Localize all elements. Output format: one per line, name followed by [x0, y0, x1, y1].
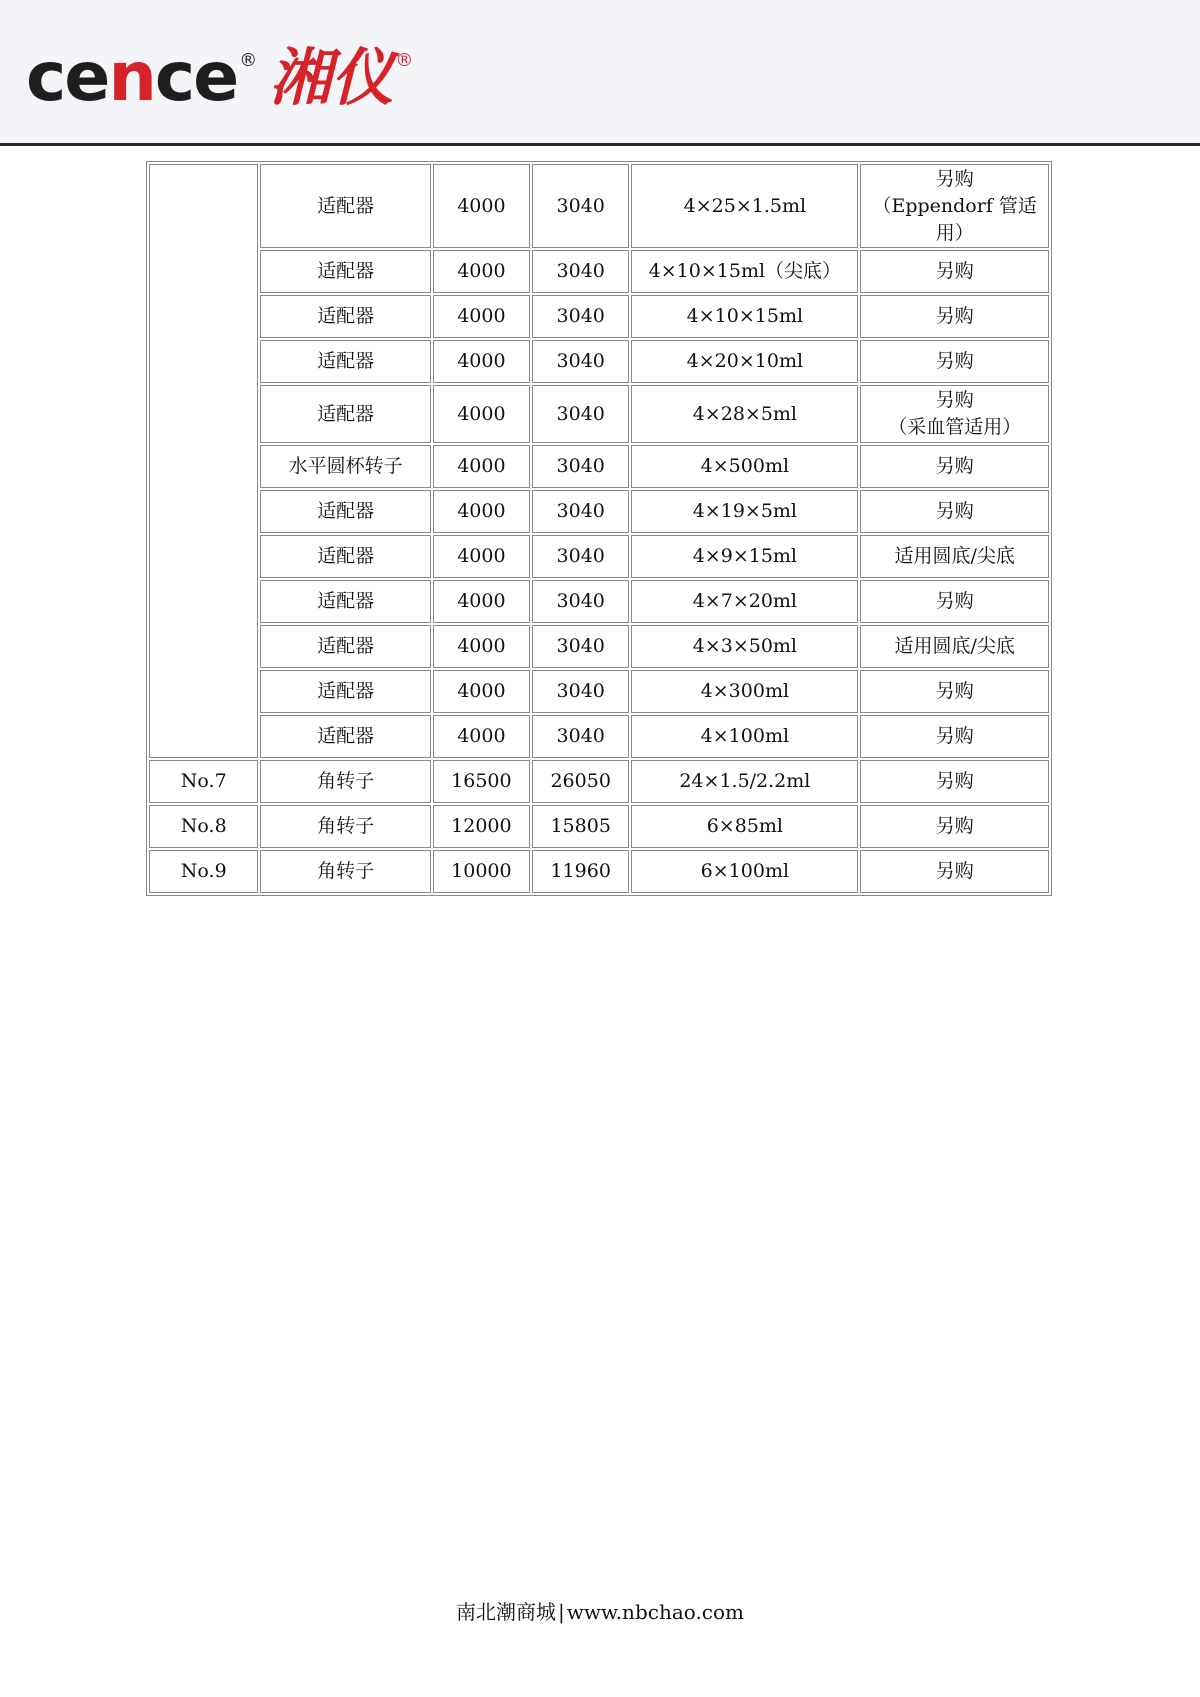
max-rcf-cell: 3040 — [532, 340, 629, 383]
max-speed-cell: 4000 — [433, 670, 530, 713]
capacity-cell: 4×28×5ml — [631, 385, 858, 443]
table-row — [149, 445, 1049, 488]
name-cell: 角转子 — [260, 760, 430, 803]
capacity-cell: 4×3×50ml — [631, 625, 858, 668]
note-cell: 另购 — [860, 445, 1049, 488]
rotor-spec-table — [146, 161, 1052, 896]
name-cell: 适配器 — [260, 250, 430, 293]
max-rcf-cell: 26050 — [532, 760, 629, 803]
max-rcf-cell: 3040 — [532, 164, 629, 248]
name-cell: 适配器 — [260, 490, 430, 533]
note-cell: 另购 — [860, 490, 1049, 533]
max-speed-cell: 4000 — [433, 340, 530, 383]
max-speed-cell: 10000 — [433, 850, 530, 893]
footer-url[interactable]: www.nbchao.com — [566, 1600, 745, 1624]
logo-chinese-name: 湘仪 — [269, 41, 394, 114]
note-cell: 另购 — [860, 715, 1049, 758]
table-row — [149, 340, 1049, 383]
capacity-cell: 4×500ml — [631, 445, 858, 488]
max-rcf-cell: 3040 — [532, 535, 629, 578]
max-rcf-cell: 3040 — [532, 625, 629, 668]
group-cell: No.8 — [149, 805, 258, 848]
note-cell: 适用圆底/尖底 — [860, 535, 1049, 578]
note-cell: 另购 — [860, 295, 1049, 338]
note-cell: 另购 — [860, 850, 1049, 893]
max-speed-cell: 4000 — [433, 385, 530, 443]
max-rcf-cell: 3040 — [532, 250, 629, 293]
capacity-cell: 6×85ml — [631, 805, 858, 848]
group-cell: No.9 — [149, 850, 258, 893]
registered-mark: ® — [239, 50, 258, 71]
name-cell: 角转子 — [260, 850, 430, 893]
registered-mark: ® — [395, 50, 414, 71]
table-row — [149, 295, 1049, 338]
max-speed-cell: 4000 — [433, 164, 530, 248]
max-rcf-cell: 3040 — [532, 385, 629, 443]
max-speed-cell: 16500 — [433, 760, 530, 803]
table-row — [149, 850, 1049, 893]
note-cell: 另购 （Eppendorf 管适用） — [860, 164, 1049, 248]
note-cell: 另购 — [860, 580, 1049, 623]
capacity-cell: 4×100ml — [631, 715, 858, 758]
max-speed-cell: 4000 — [433, 580, 530, 623]
note-cell: 另购 — [860, 670, 1049, 713]
table-row — [149, 580, 1049, 623]
max-rcf-cell: 3040 — [532, 445, 629, 488]
max-speed-cell: 4000 — [433, 535, 530, 578]
table-row — [149, 250, 1049, 293]
page-header — [0, 0, 1200, 143]
capacity-cell: 4×7×20ml — [631, 580, 858, 623]
name-cell: 适配器 — [260, 715, 430, 758]
group-cell: No.7 — [149, 760, 258, 803]
name-cell: 适配器 — [260, 625, 430, 668]
max-rcf-cell: 3040 — [532, 715, 629, 758]
note-cell: 另购 （采血管适用） — [860, 385, 1049, 443]
table-row — [149, 490, 1049, 533]
max-rcf-cell: 11960 — [532, 850, 629, 893]
footer-site-name: 南北潮商城 — [455, 1600, 556, 1624]
max-speed-cell: 12000 — [433, 805, 530, 848]
max-speed-cell: 4000 — [433, 625, 530, 668]
capacity-cell: 4×9×15ml — [631, 535, 858, 578]
name-cell: 适配器 — [260, 580, 430, 623]
header-divider — [0, 143, 1200, 146]
name-cell: 适配器 — [260, 164, 430, 248]
group-cell — [149, 164, 258, 758]
table-row — [149, 385, 1049, 443]
capacity-cell: 4×19×5ml — [631, 490, 858, 533]
max-rcf-cell: 15805 — [532, 805, 629, 848]
capacity-cell: 4×10×15ml — [631, 295, 858, 338]
logo-wordmark: cence — [26, 38, 238, 117]
note-cell: 另购 — [860, 250, 1049, 293]
name-cell: 角转子 — [260, 805, 430, 848]
table-row — [149, 715, 1049, 758]
table-row — [149, 625, 1049, 668]
capacity-cell: 4×300ml — [631, 670, 858, 713]
table-row — [149, 670, 1049, 713]
note-cell: 另购 — [860, 340, 1049, 383]
max-speed-cell: 4000 — [433, 295, 530, 338]
name-cell: 适配器 — [260, 535, 430, 578]
max-speed-cell: 4000 — [433, 490, 530, 533]
max-rcf-cell: 3040 — [532, 670, 629, 713]
note-cell: 适用圆底/尖底 — [860, 625, 1049, 668]
footer-separator: | — [557, 1600, 565, 1624]
page-footer — [0, 1596, 1200, 1625]
max-speed-cell: 4000 — [433, 250, 530, 293]
table-row — [149, 535, 1049, 578]
note-cell: 另购 — [860, 760, 1049, 803]
max-speed-cell: 4000 — [433, 445, 530, 488]
table-row — [149, 805, 1049, 848]
name-cell: 适配器 — [260, 670, 430, 713]
name-cell: 水平圆杯转子 — [260, 445, 430, 488]
cence-logo — [26, 38, 413, 118]
note-cell: 另购 — [860, 805, 1049, 848]
name-cell: 适配器 — [260, 385, 430, 443]
max-rcf-cell: 3040 — [532, 295, 629, 338]
name-cell: 适配器 — [260, 295, 430, 338]
capacity-cell: 4×25×1.5ml — [631, 164, 858, 248]
capacity-cell: 6×100ml — [631, 850, 858, 893]
table-row — [149, 760, 1049, 803]
capacity-cell: 4×20×10ml — [631, 340, 858, 383]
max-rcf-cell: 3040 — [532, 580, 629, 623]
table-row — [149, 164, 1049, 248]
max-rcf-cell: 3040 — [532, 490, 629, 533]
name-cell: 适配器 — [260, 340, 430, 383]
max-speed-cell: 4000 — [433, 715, 530, 758]
capacity-cell: 24×1.5/2.2ml — [631, 760, 858, 803]
capacity-cell: 4×10×15ml（尖底） — [631, 250, 858, 293]
